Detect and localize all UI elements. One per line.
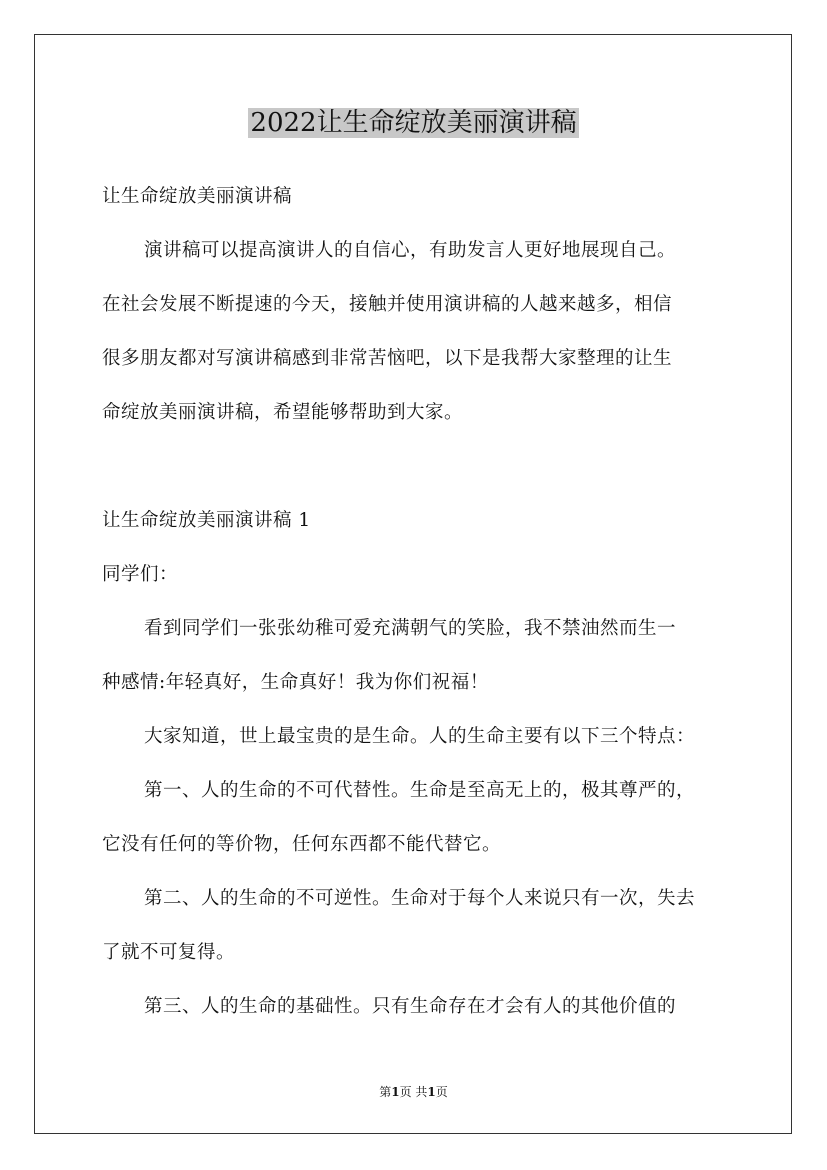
body-line: 第一、人的生命的不可代替性。生命是至高无上的，极其尊严的， [144,780,696,801]
body-line: 种感情:年轻真好，生命真好！我为你们祝福！ [102,672,489,693]
footer-page-suffix: 页 [435,1085,448,1099]
body-line: 很多朋友都对写演讲稿感到非常苦恼吧，以下是我帮大家整理的让生 [102,348,673,369]
footer-page-total: 1 [427,1085,436,1099]
body-line: 第三、人的生命的基础性。只有生命存在才会有人的其他价值的 [144,996,677,1017]
document-title [0,104,827,142]
body-line: 演讲稿可以提高演讲人的自信心，有助发言人更好地展现自己。 [144,240,677,261]
document-body [102,170,732,1034]
footer-page-prefix: 第 [379,1085,392,1099]
body-line: 看到同学们一张张幼稚可爱充满朝气的笑脸，我不禁油然而生一 [144,618,677,639]
body-line: 让生命绽放美丽演讲稿 [102,186,293,207]
body-line: 它没有任何的等价物，任何东西都不能代替它。 [102,834,502,855]
paragraph-gap [102,440,732,494]
page-footer [0,1083,827,1101]
body-line: 第二、人的生命的不可逆性。生命对于每个人来说只有一次，失去 [144,888,696,909]
footer-page-current: 1 [391,1085,400,1099]
footer-page-middle: 页 共 [399,1085,428,1099]
body-line: 了就不可复得。 [102,942,236,963]
body-line: 让生命绽放美丽演讲稿 1 [102,510,311,531]
body-line: 同学们： [102,564,179,585]
body-line: 在社会发展不断提速的今天，接触并使用演讲稿的人越来越多，相信 [102,294,673,315]
document-title-text: 2022让生命绽放美丽演讲稿 [250,108,577,138]
body-line: 大家知道，世上最宝贵的是生命。人的生命主要有以下三个特点： [144,726,696,747]
body-line: 命绽放美丽演讲稿，希望能够帮助到大家。 [102,402,464,423]
